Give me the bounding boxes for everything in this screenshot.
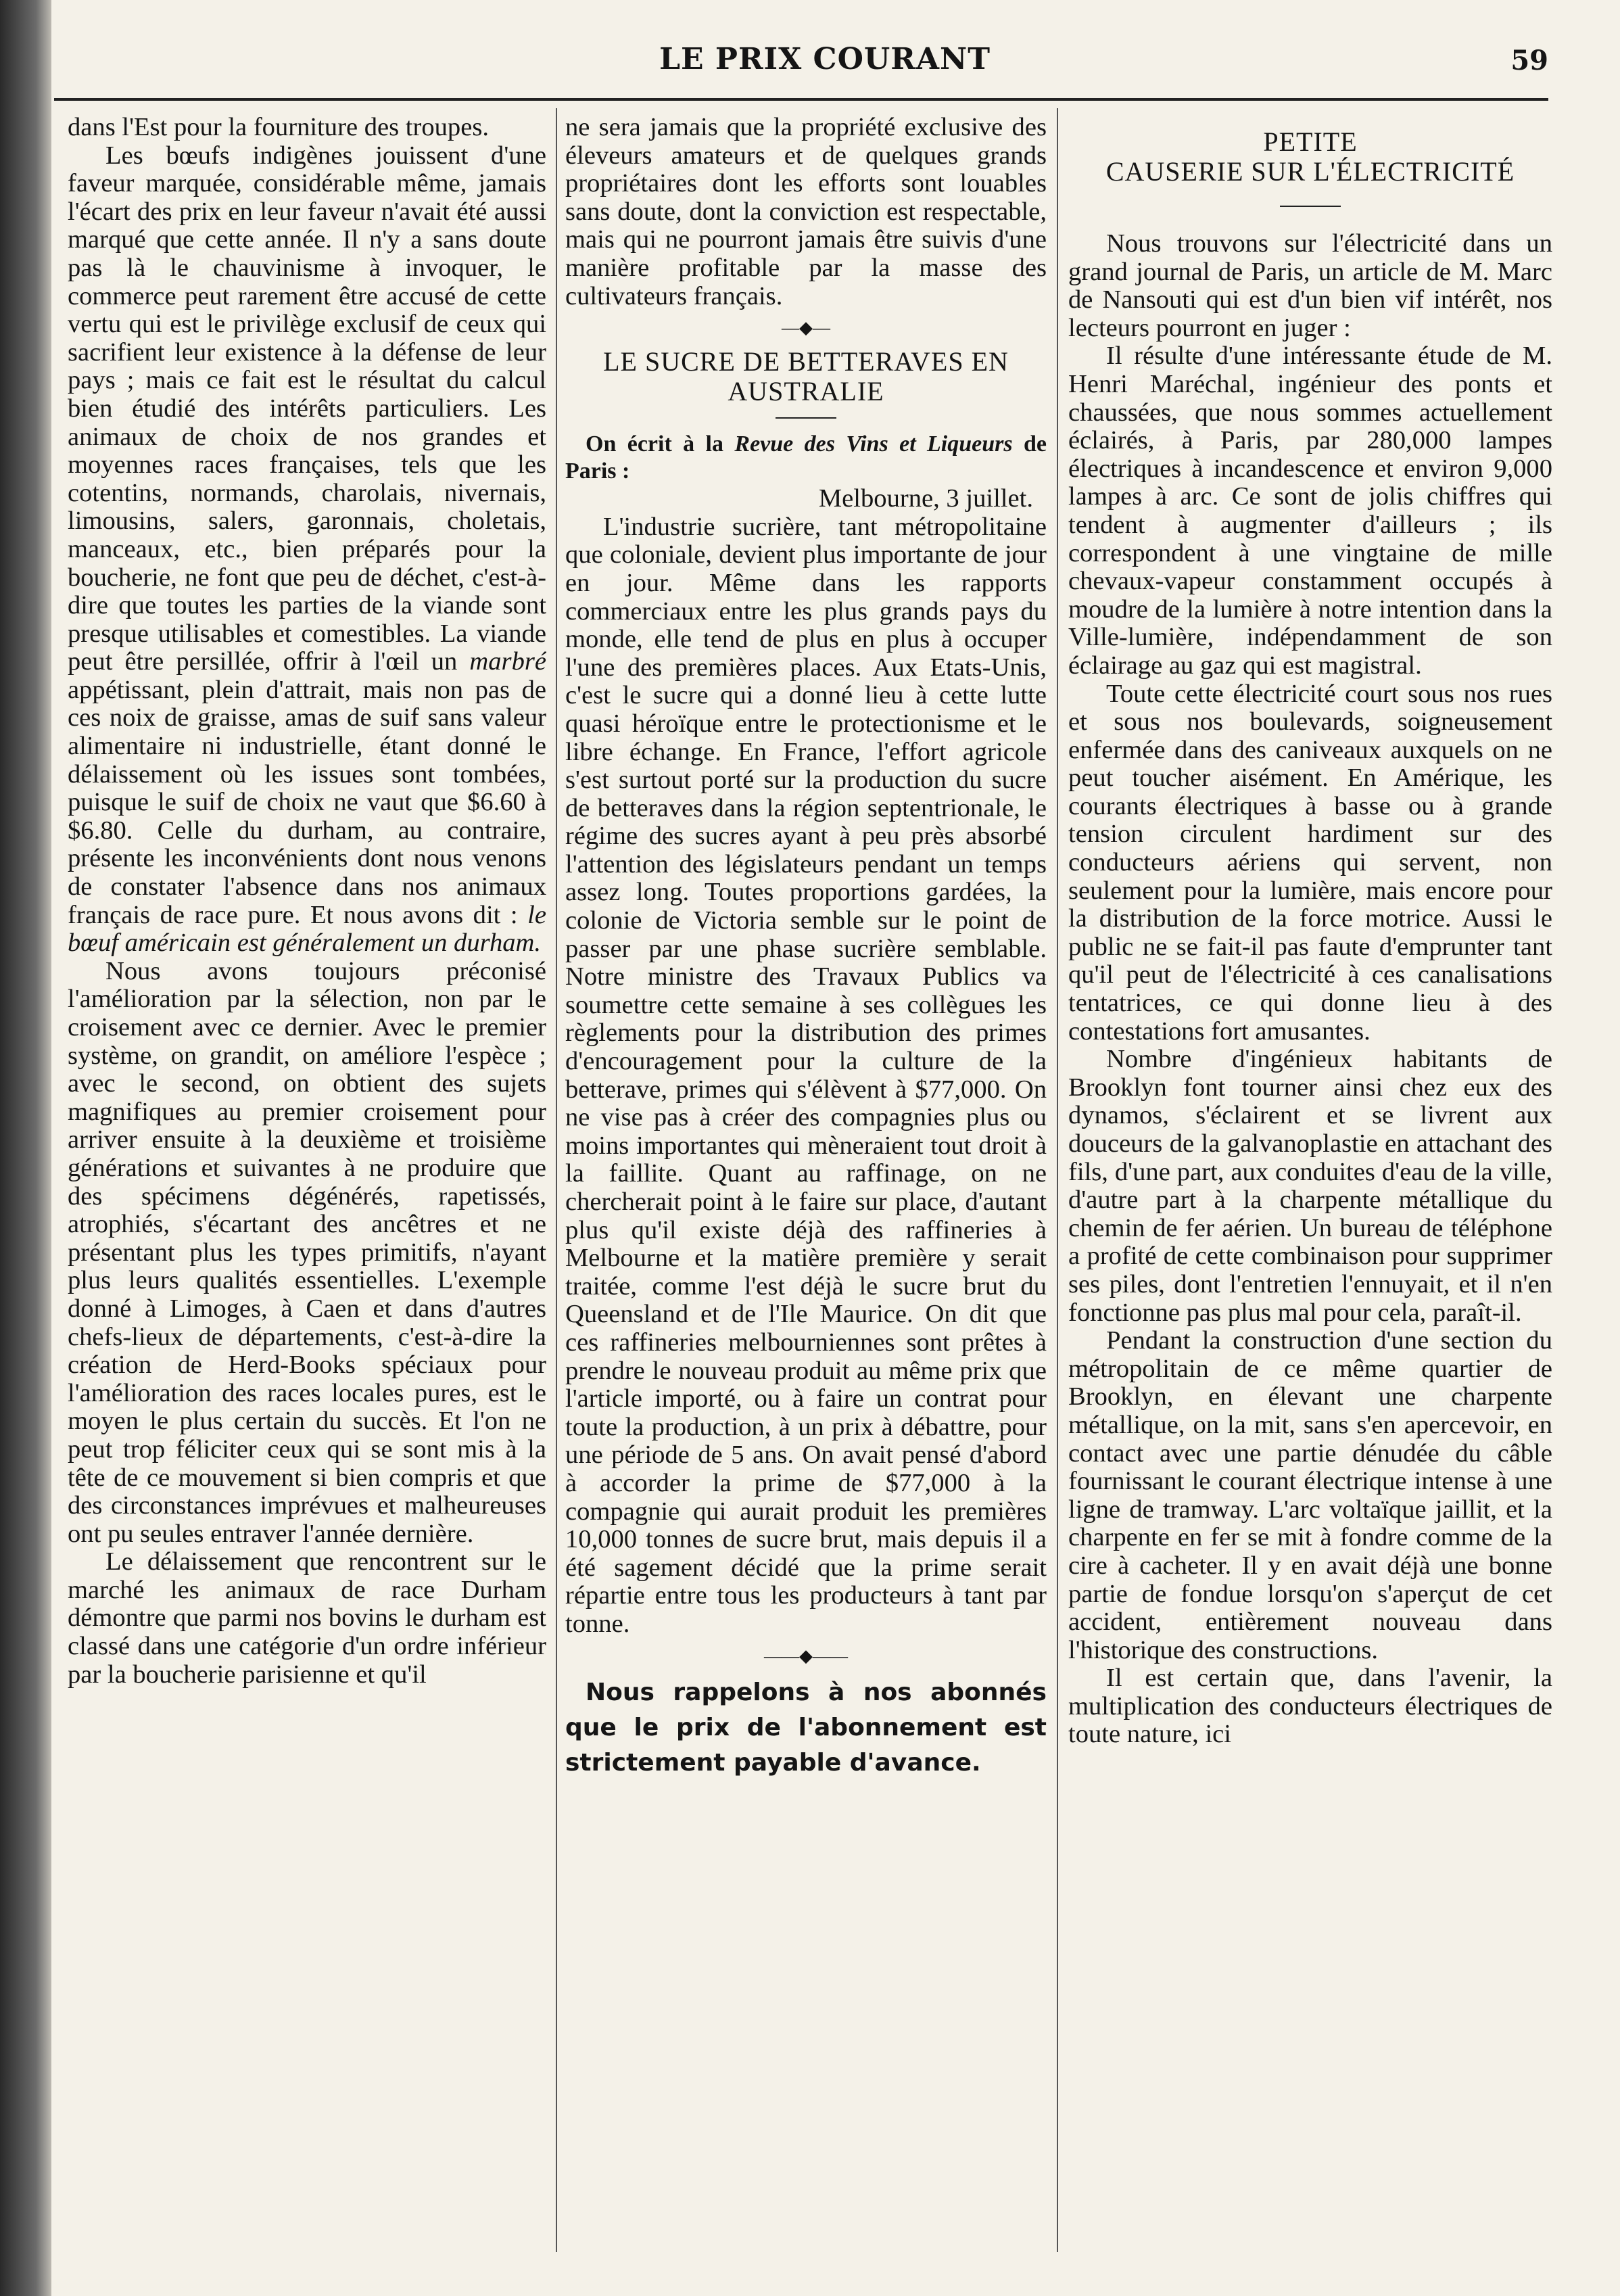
- ornament-divider: —◆—: [782, 318, 830, 338]
- binding-spine: [0, 0, 51, 2296]
- col1-paragraph-2: [68, 142, 546, 958]
- column-divider-2: [1057, 108, 1058, 2252]
- source-publication: Revue des Vins et Liqueurs: [734, 431, 1013, 457]
- col3-paragraph-6: Il est certain que, dans l'avenir, la multiplication des conducteurs électriques de toute nature, ici: [1068, 1664, 1552, 1749]
- column-1: [68, 114, 546, 2251]
- col1-paragraph-1: dans l'Est pour la fourniture des troupes.: [68, 114, 489, 141]
- col1-p2-text-b: appétissant, plein d'attrait, mais non pas de ces noix de graisse, amas de suif sans valeur alimentaire ni industrielle, étant donné le délaissement où les issues sont tombées, puisque le suif de choix ne vaut que $6.60 à $6.80. Celle du durham, au contraire, présente les inconvénients dont nous venons de constater l'absence dans nos animaux français de race pure. Et nous avons dit :: [68, 675, 546, 929]
- col2-paragraph-2: L'industrie sucrière, tant métropolitaine que coloniale, devient plus importante de jour en jour. Même dans les rapports commerciaux entre les plus grands pays du monde, elle tend de plus en plus à occuper l'une des premières places. Aux Etats-Unis, c'est le sucre qui a donné lieu à cette lutte quasi héroïque entre le protectionisme et le libre échange. En France, l'effort agricole s'est surtout porté sur la production du sucre de betteraves dans la région septentrionale, le régime des sucres ayant à peu près absorbé l'attention des législateurs pendant un temps assez long. Toutes proportions gardées, la colonie de Victoria semble sur le point de passer par une phase sucrière semblable. Notre ministre des Travaux Publics va soumettre cette semaine à ses collègues les règlements pour la distribution des primes d'encouragement pour la culture de la betterave, primes qui s'élèvent à $77,000. On ne vise pas à créer des compagnies plus ou moins importantes qui mèneraient tout droit à la faillite. Quant au raffinage, on ne chercherait point à le faire sur place, d'autant plus qu'il existe déjà des raffineries à Melbourne et la matière première y serait traitée, comme l'est déjà le sucre brut du Queensland et de l'Ile Maurice. On dit que ces raffineries melbourniennes sont prêtes à prendre le nouveau produit au même prix que l'article importé, ou à faire un contrat pour toute la production, à un prix à débattre, pour une période de 5 ans. On avait pensé d'abord à accorder la prime de $77,000 à la compagnie qui aurait produit les premières 10,000 tonnes de sucre brut, mais depuis il a été sagement décidé que la prime serait répartie entre tous les producteurs à tant par tonne.: [565, 512, 1047, 1638]
- col3-paragraph-1: Nous trouvons sur l'électricité dans un grand journal de Paris, un article de M. Marc de Nansouti qui est d'un bien vif intérêt, nos lecteurs pourront en juger :: [1068, 229, 1552, 342]
- column-divider-1: [556, 108, 557, 2252]
- page-number: 59: [1510, 45, 1548, 76]
- col2-paragraph-1: ne sera jamais que la propriété exclusive des éleveurs amateurs et de quelques grands propriétaires dont les efforts sont louables sans doute, dont la conviction est respectable, mais qui ne pourront jamais être suivis d'une manière profitable par la masse des cultivateurs français.: [565, 114, 1047, 310]
- subscription-notice: Nous rappelons à nos abonnés que le prix de l'abonnement est strictement payable d'avance.: [565, 1678, 1047, 1777]
- col3-paragraph-4: Nombre d'ingénieux habitants de Brooklyn font tourner ainsi chez eux des dynamos, s'éclairent et se livrent aux douceurs de la galvanoplastie en attachant des fils, d'une part, aux conduites d'eau de la ville, d'autre part à la charpente métallique du chemin de fer aérien. Un bureau de téléphone a profité de cette combinaison pour supprimer ses piles, dont l'entretien l'ennuyait, et il n'en fonctionne pas plus mal pour cela, paraît-il.: [1068, 1045, 1552, 1327]
- heading-rule-2: [1280, 206, 1341, 207]
- running-head: LE PRIX COURANT: [659, 42, 991, 76]
- article-heading-electricite-line1: PETITE: [1263, 126, 1358, 157]
- column-3: [1068, 114, 1552, 2251]
- col1-p2-emphasis: marbré: [469, 647, 546, 676]
- ornament-divider-2: ——◆——: [764, 1645, 848, 1666]
- heading-rule: [776, 417, 836, 419]
- article-heading-electricite-line2: CAUSERIE SUR L'ÉLECTRICITÉ: [1105, 156, 1515, 187]
- article-heading-sucre-line2: AUSTRALIE: [728, 376, 884, 407]
- source-text-a: On écrit à la: [586, 431, 735, 457]
- col1-p2-emphasis-2: le bœuf américain est généralement un durham.: [68, 900, 546, 958]
- col1-p2-text-a: Les bœufs indigènes jouissent d'une faveur marquée, considérable même, jamais l'écart des prix en leur faveur n'avait été aussi marqué que cette année. Il n'y a sans doute pas là le chauvinisme à invoquer, le commerce peut rarement être accusé de cette vertu qui est le privilège exclusif de ceux qui sacrifient leur existence à la défense de leur pays ; mais ce fait est le résultat du calcul bien étudié des intérêts particuliers. Les animaux de choix de nos grandes et moyennes races françaises, tels que les cotentins, normands, charolais, nivernais, limousins, salers, garonnais, choletais, manceaux, etc., bien préparés pour la boucherie, ne font que peu de déchet, c'est-à-dire que toutes les parties de la viande sont presque utilisables et comestibles. La viande peut être persillée, offrir à l'œil un: [68, 141, 546, 676]
- source-line: [565, 431, 1047, 485]
- col1-paragraph-4: Le délaissement que rencontrent sur le marché les animaux de race Durham démontre que parmi nos bovins le durham est classé dans une catégorie d'un ordre inférieur par la boucherie parisienne et qu'il: [68, 1547, 546, 1689]
- col3-paragraph-3: Toute cette électricité court sous nos rues et sous nos boulevards, soigneusement enfermée dans des caniveaux auxquels on ne peut toucher aisément. En Amérique, les courants électriques à basse ou à grande tension circulent hardiment sur des conducteurs aériens qui servent, non seulement pour la lumière, mais encore pour la distribution de la force motrice. Aussi le public ne se fait-il pas faute d'emprunter tant qu'il peut de l'électricité à ces canalisations tentatrices, ce qui donne lieu à des contestations fort amusantes.: [1068, 679, 1552, 1046]
- source-text-b: de Paris :: [565, 431, 1047, 484]
- article-heading-sucre-line1: LE SUCRE DE BETTERAVES EN: [603, 346, 1009, 377]
- col3-paragraph-2: Il résulte d'une intéressante étude de M. Henri Maréchal, ingénieur des ponts et chaussées, que nous sommes actuellement éclairés, à Paris, par 280,000 lampes électriques à incandescence et environ 9,000 lampes à arc. Ce sont de jolis chiffres qui tendent à augmenter d'ailleurs ; ils correspondent à une vingtaine de mille chevaux-vapeur constamment occupés à moudre de la lumière à notre intention dans la Ville-lumière, indépendamment de son éclairage au gaz qui est magistral.: [1068, 342, 1552, 680]
- header-rule: [54, 98, 1548, 101]
- column-2: [565, 114, 1047, 2251]
- col3-paragraph-5: Pendant la construction d'une section du métropolitain de ce même quartier de Brooklyn, en élevant une charpente métallique, on la mit, sans s'en apercevoir, en contact avec une partie dénudée du câble fournissant le courant électrique intense à une ligne de tramway. L'arc voltaïque jaillit, et la charpente en fer se mit à fondre comme de la cire à cacheter. Il y en avait déjà une bonne partie de fondue lorsqu'on s'aperçut de cet accident, entièrement nouveau dans l'historique des constructions.: [1068, 1326, 1552, 1664]
- dateline: Melbourne, 3 juillet.: [818, 484, 1033, 513]
- col1-paragraph-3: Nous avons toujours préconisé l'amélioration par la sélection, non par le croisement avec ce dernier. Avec le premier système, on grandit, on améliore l'espèce ; avec le second, on obtient des sujets magnifiques au premier croisement pour arriver ensuite à la deuxième et troisième générations et suivantes à ne produire que des spécimens dégénérés, rapetissés, atrophiés, s'écartant des ancêtres et ne présentant plus les types primitifs, n'ayant plus leurs qualités essentielles. L'exemple donné à Limoges, à Caen et dans d'autres chefs-lieux de départements, c'est-à-dire la création de Herd-Books spéciaux pour l'amélioration des races locales pures, est le moyen le plus certain du succès. Et l'on ne peut trop féliciter ceux qui se sont mis à la tête de ce mouvement si bien compris et que des circonstances imprévues et malheureuses ont pu seules entraver l'année dernière.: [68, 956, 546, 1548]
